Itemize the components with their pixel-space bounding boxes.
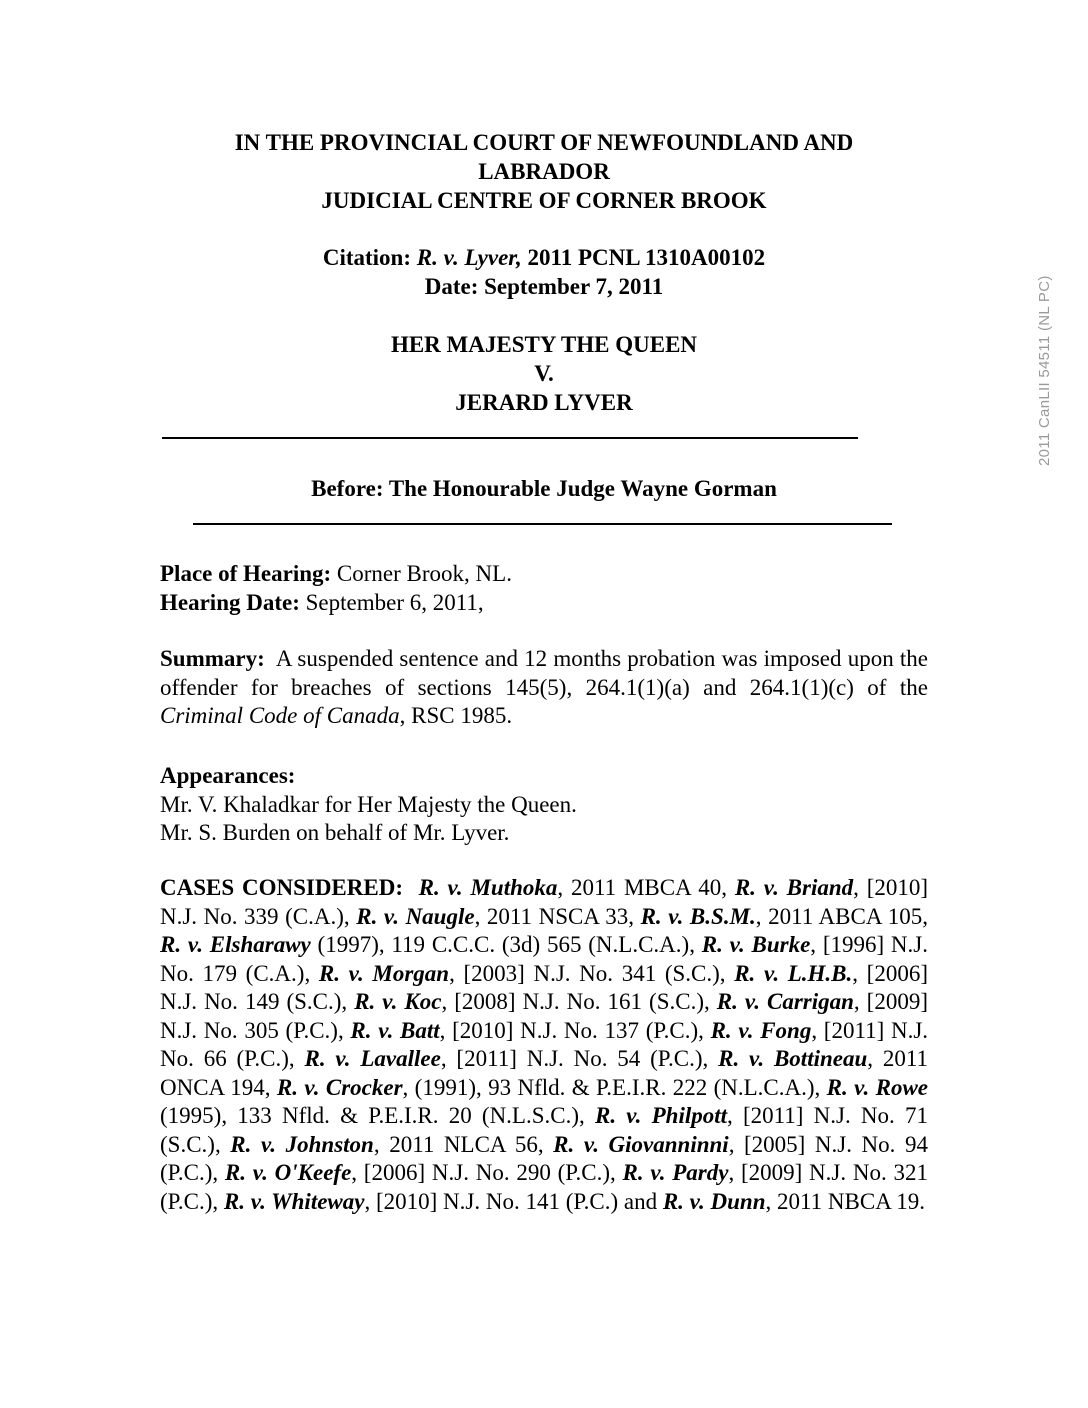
cases-list <box>160 875 928 1214</box>
case-reference: , 2011 NSCA 33, <box>474 903 641 929</box>
decision-date-label: Date: <box>424 274 479 299</box>
case-reference: , [2011] N.J. No. 66 (P.C.), <box>160 1017 929 1071</box>
hearing-date-label: Hearing Date: <box>160 589 300 615</box>
citation-line <box>160 243 928 272</box>
case-reference: , [2006] N.J. No. 290 (P.C.), <box>351 1160 623 1185</box>
decision-date-line <box>160 272 928 301</box>
summary-paragraph <box>160 645 928 731</box>
watermark-text: 2011 CanLII 54511 (NL PC) <box>1036 275 1053 466</box>
case-reference: , [2010] N.J. No. 339 (C.A.), <box>160 875 929 929</box>
case-reference: , (1991), 93 Nfld. & P.E.I.R. 222 (N.L.C.A.), <box>402 1074 827 1100</box>
case-name: R. v. Pardy <box>622 1160 729 1185</box>
citation-label: Citation: <box>322 245 412 270</box>
case-name: R. v. B.S.M. <box>640 903 756 929</box>
parties-block <box>160 330 928 417</box>
court-header <box>160 128 928 215</box>
case-name: R. v. O'Keefe <box>224 1160 352 1185</box>
citation-reference: 2011 PCNL 1310A00102 <box>527 245 766 270</box>
cases-label: CASES CONSIDERED: <box>160 875 403 900</box>
appearances-label: Appearances: <box>160 763 296 788</box>
case-name: R. v. L.H.B. <box>734 960 853 986</box>
appearance-defence: Mr. S. Burden on behalf of Mr. Lyver. <box>160 820 510 845</box>
criminal-code-name: Criminal Code of Canada <box>160 703 400 728</box>
versus-label: V. <box>534 361 554 386</box>
case-reference: , [2009] N.J. No. 321 (P.C.), <box>160 1160 929 1214</box>
case-reference: , [2003] N.J. No. 341 (S.C.), <box>449 960 735 986</box>
case-reference: , 2011 NBCA 19. <box>765 1188 926 1214</box>
case-name: R. v. Giovanninni <box>553 1131 729 1157</box>
citation-case-name: R. v. Lyver, <box>416 245 522 270</box>
case-reference: , [2011] N.J. No. 54 (P.C.), <box>440 1046 719 1071</box>
case-reference: , 2011 MBCA 40, <box>557 875 735 900</box>
case-name: R. v. Morgan <box>318 960 450 986</box>
case-name: R. v. Batt <box>350 1017 440 1043</box>
case-name: R. v. Crocker <box>276 1074 403 1100</box>
summary-label: Summary: <box>160 646 265 671</box>
case-reference: , [2006] N.J. No. 149 (S.C.), <box>160 960 928 1014</box>
case-reference: , [2005] N.J. No. 94 (P.C.), <box>160 1131 928 1185</box>
case-reference: , [2011] N.J. No. 71 (S.C.), <box>160 1103 928 1157</box>
case-name: R. v. Philpott <box>594 1103 727 1128</box>
case-reference: , 2011 ABCA 105, <box>755 903 928 929</box>
appearances-section <box>160 762 928 848</box>
case-reference: (1995), 133 Nfld. & P.E.I.R. 20 (N.L.S.C.), <box>160 1103 595 1128</box>
case-name: R. v. Muthoka <box>418 875 558 900</box>
court-header-line-2: LABRADOR <box>478 159 610 184</box>
before-judge: Before: The Honourable Judge Wayne Gorman <box>311 476 777 501</box>
hearing-place-label: Place of Hearing: <box>160 561 332 586</box>
decision-date: September 7, 2011 <box>484 274 664 299</box>
case-reference: , [2008] N.J. No. 161 (S.C.), <box>441 989 717 1014</box>
case-name: R. v. Koc <box>354 989 442 1014</box>
appearance-crown: Mr. V. Khaladkar for Her Majesty the Queen. <box>160 791 577 817</box>
court-header-line-1: IN THE PROVINCIAL COURT OF NEWFOUNDLAND AND <box>234 130 854 155</box>
defendant-name: JERARD LYVER <box>455 390 633 415</box>
hearing-details <box>160 560 928 617</box>
summary-text-end: , RSC 1985. <box>399 703 513 728</box>
case-reference: , [2009] N.J. No. 305 (P.C.), <box>160 989 928 1043</box>
case-name: R. v. Burke <box>701 932 811 957</box>
case-name: R. v. Elsharawy <box>160 932 311 957</box>
case-reference: , [1996] N.J. No. 179 (C.A.), <box>160 932 928 986</box>
case-name: R. v. Whiteway <box>223 1188 365 1214</box>
case-name: R. v. Johnston <box>230 1131 374 1157</box>
case-reference: , 2011 ONCA 194, <box>160 1046 929 1100</box>
court-header-line-3: JUDICIAL CENTRE OF CORNER BROOK <box>321 188 767 213</box>
case-name: R. v. Briand <box>734 875 854 900</box>
case-name: R. v. Bottineau <box>718 1046 868 1071</box>
case-reference: , 2011 NLCA 56, <box>373 1131 554 1157</box>
case-reference: , [2010] N.J. No. 137 (P.C.), <box>439 1017 711 1043</box>
hearing-place-line <box>160 560 928 589</box>
citation-block <box>160 243 928 301</box>
case-name: R. v. Fong <box>710 1017 812 1043</box>
summary-text: A suspended sentence and 12 months probation was imposed upon the offender for breaches of sections 145(5), 264.1(1)(a) and 264.1(1)(c) of the <box>160 646 928 700</box>
case-name: R. v. Rowe <box>826 1074 929 1100</box>
case-reference: , [2010] N.J. No. 141 (P.C.) and <box>364 1188 663 1214</box>
case-reference: (1997), 119 C.C.C. (3d) 565 (N.L.C.A.), <box>310 932 702 957</box>
hearing-date-line <box>160 589 928 618</box>
cases-considered <box>160 874 928 1216</box>
hearing-date: September 6, 2011, <box>305 589 484 615</box>
case-name: R. v. Lavallee <box>304 1046 441 1071</box>
case-name: R. v. Carrigan <box>716 989 854 1014</box>
divider-rule-bottom <box>193 523 892 525</box>
divider-rule-top <box>162 437 858 439</box>
case-name: R. v. Dunn <box>662 1188 766 1214</box>
case-name: R. v. Naugle <box>356 903 475 929</box>
plaintiff-name: HER MAJESTY THE QUEEN <box>390 332 698 357</box>
hearing-place: Corner Brook, NL. <box>336 561 512 586</box>
